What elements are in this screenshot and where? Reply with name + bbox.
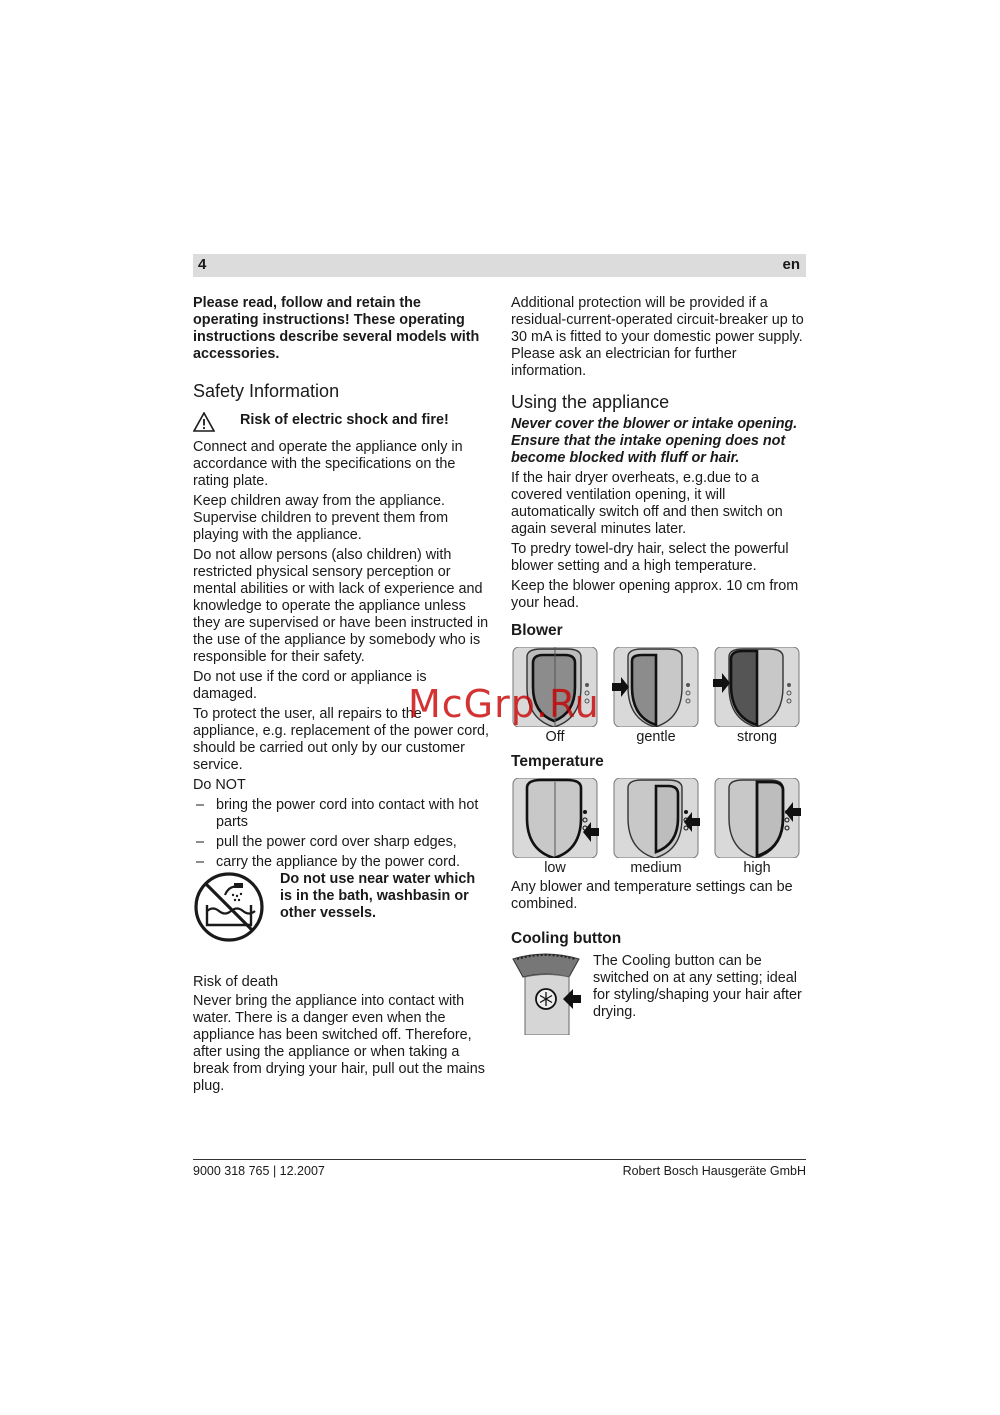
do-not-label: Do NOT xyxy=(193,777,246,793)
intro-text: Please read, follow and retain the operating instructions! These operating instructions describe several models with accessories. xyxy=(193,295,480,362)
dryer-handle-icon xyxy=(612,647,700,727)
temperature-title: Temperature xyxy=(511,753,604,770)
safety-paragraph: To protect the user, all repairs to the appliance, e.g. replacement of the power cord, should be carried out only by our customer service. xyxy=(193,706,489,773)
using-paragraph: If the hair dryer overheats, e.g.due to a covered ventilation opening, it will automatically switch off and then switch on again several minutes later. xyxy=(511,470,783,537)
cooling-title: Cooling button xyxy=(511,930,622,947)
dryer-cooling-icon xyxy=(511,953,581,1035)
safety-title: Safety Information xyxy=(193,381,340,401)
blower-title: Blower xyxy=(511,622,563,639)
risk-text: Never bring the appliance into contact with water. There is a danger even when the appliance has been switched off. Therefore, after using the appliance or when taking a break from drying your hair, pull out the mains plug. xyxy=(193,993,485,1094)
blower-caption: Off xyxy=(545,729,565,745)
warning-triangle-icon xyxy=(193,412,240,437)
protection-text: Additional protection will be provided if a residual-current-operated circuit-breaker up to 30 mA is fitted to your domestic power supply. Please ask an electrician for further information. xyxy=(511,295,804,379)
list-item: – bring the power cord into contact with hot parts xyxy=(193,797,489,831)
blower-figure-gentle xyxy=(612,647,700,746)
footer-doc-number: 9000 318 765 | 12.2007 xyxy=(193,1164,325,1178)
temperature-caption: high xyxy=(743,860,771,876)
do-not-list xyxy=(193,797,489,871)
page-footer xyxy=(193,1159,806,1178)
watermark: McGrp.Ru xyxy=(408,682,600,726)
dryer-handle-icon xyxy=(713,647,801,727)
footer-company: Robert Bosch Hausgeräte GmbH xyxy=(622,1164,806,1178)
warning-title: Risk of electric shock and fire! xyxy=(240,412,449,428)
language-code: en xyxy=(782,256,800,273)
list-item: – pull the power cord over sharp edges, xyxy=(193,834,489,851)
using-paragraph: To predry towel-dry hair, select the powerful blower setting and a high temperature. xyxy=(511,541,789,574)
dryer-handle-icon xyxy=(713,778,801,858)
water-warning-block xyxy=(193,871,489,948)
risk-title: Risk of death xyxy=(193,974,279,990)
right-column xyxy=(511,295,807,1040)
page-number: 4 xyxy=(198,256,207,273)
safety-paragraph: Keep children away from the appliance. Supervise children to prevent them from playing with the appliance. xyxy=(193,493,449,543)
dryer-handle-icon xyxy=(511,778,599,858)
list-item: – carry the appliance by the power cord. xyxy=(193,854,489,871)
never-cover-text: Never cover the blower or intake opening. Ensure that the intake opening does not become blocked with fluff or hair. xyxy=(511,416,798,466)
temperature-figures xyxy=(511,778,801,877)
water-warning-text: Do not use near water which is in the bath, washbasin or other vessels. xyxy=(280,871,476,921)
temperature-caption: low xyxy=(544,860,566,876)
warning-heading xyxy=(193,412,489,437)
blower-caption: gentle xyxy=(636,729,676,745)
cooling-block xyxy=(511,953,807,1040)
no-water-bath-icon xyxy=(193,871,280,948)
combined-text: Any blower and temperature settings can be combined. xyxy=(511,879,793,912)
cooling-figure xyxy=(511,953,593,1040)
dryer-handle-icon xyxy=(612,778,700,858)
safety-paragraph: Do not use if the cord or appliance is damaged. xyxy=(193,669,427,702)
blower-caption: strong xyxy=(737,729,777,745)
using-paragraph: Keep the blower opening approx. 10 cm from your head. xyxy=(511,578,799,611)
safety-paragraph: Do not allow persons (also children) with restricted physical sensory perception or mental abilities or with lack of experience and knowledge to operate the appliance unless they are supervised or have been instructed in the use of the appliance by somebody who is responsible for their safety. xyxy=(193,547,489,665)
temperature-caption: medium xyxy=(630,860,682,876)
temperature-figure-low xyxy=(511,778,599,877)
temperature-figure-high xyxy=(713,778,801,877)
blower-figure-strong xyxy=(713,647,801,746)
using-title: Using the appliance xyxy=(511,392,670,412)
temperature-figure-medium xyxy=(612,778,700,877)
cooling-text: The Cooling button can be switched on at any setting; ideal for styling/shaping your hair after drying. xyxy=(593,953,802,1020)
page-header xyxy=(193,254,806,277)
safety-paragraph: Connect and operate the appliance only in accordance with the specifications on the rating plate. xyxy=(193,439,463,489)
